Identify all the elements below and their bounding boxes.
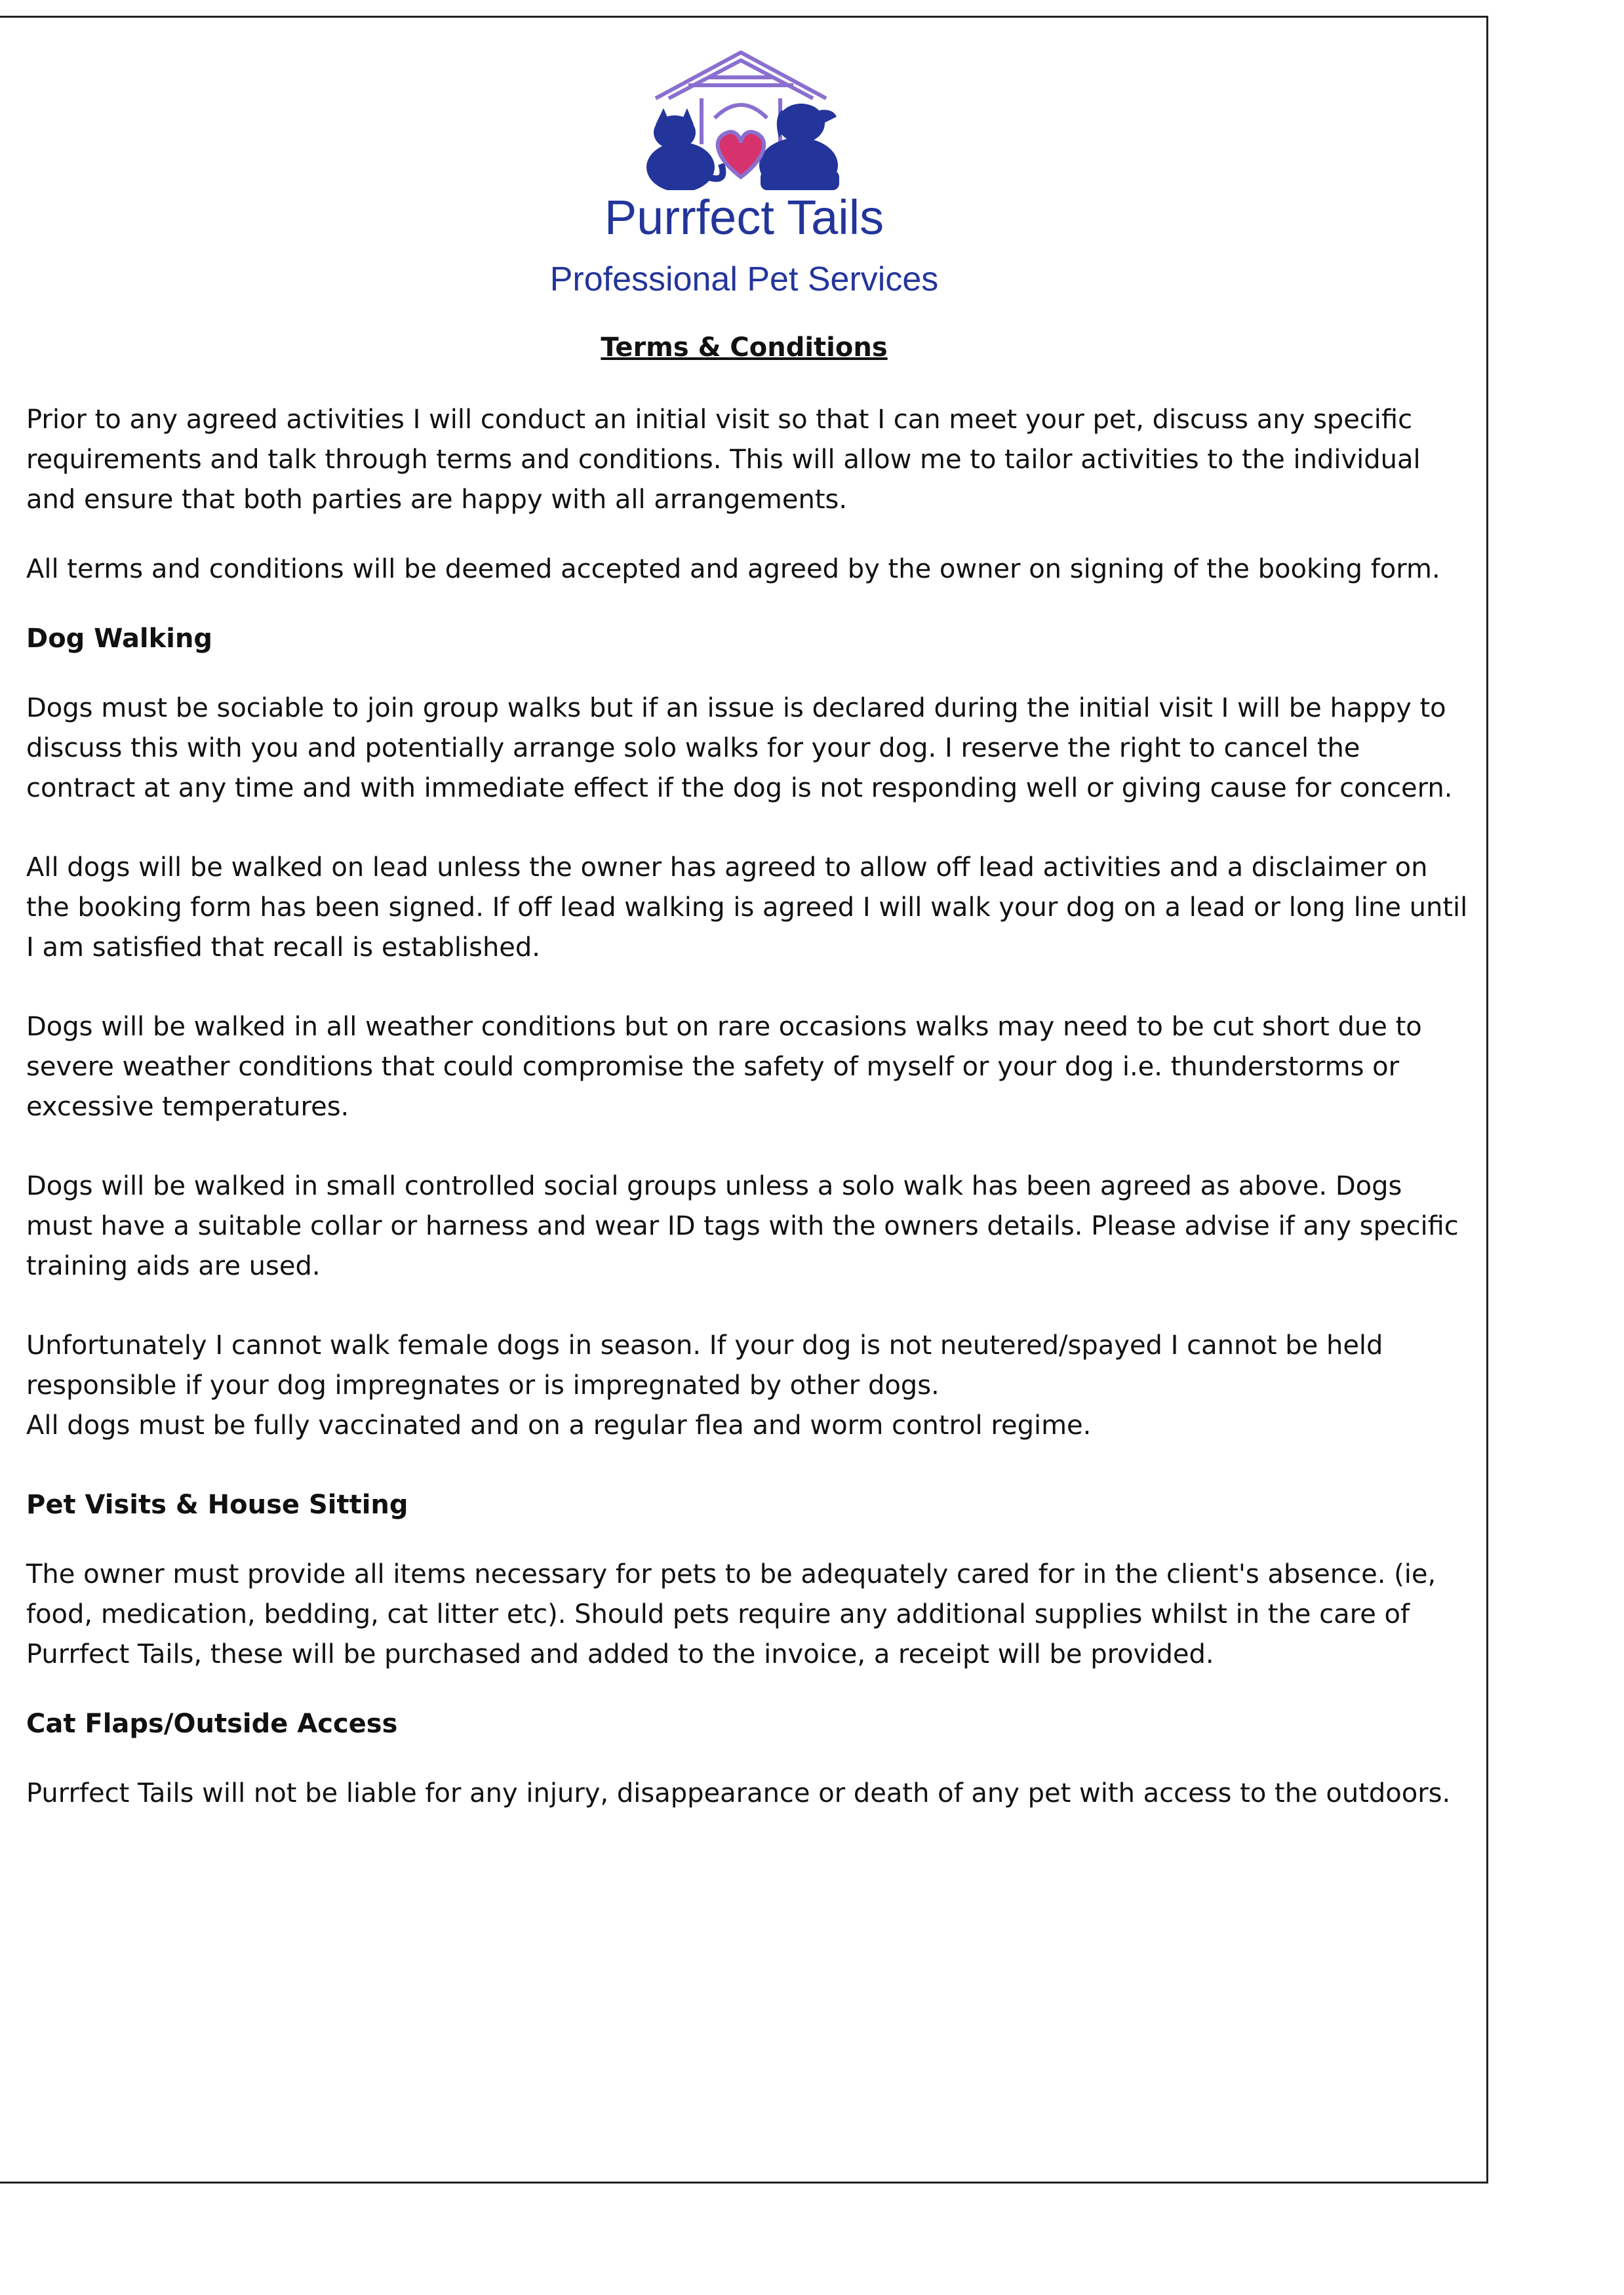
pet-visits-paragraph: The owner must provide all items necessary for pets to be adequately cared for in the client's absence. (ie, food, medication, bedding, cat litter etc). Should pets require any additional supplies whilst in the care of Purrfect Tails, these will be purchased and added to the invoice, a receipt will be provided. bbox=[26, 1559, 1436, 1669]
brand-tagline: Professional Pet Services bbox=[549, 260, 939, 298]
dog-icon bbox=[759, 104, 839, 190]
cat-icon bbox=[646, 108, 723, 190]
intro-paragraph: Prior to any agreed activities I will conduct an initial visit so that I can meet your pet, discuss any specific requirements and talk through terms and conditions. This will allow me to tailor activities to the individual and ensure that both parties are happy with all arrangements. bbox=[26, 405, 1421, 515]
document-title: Terms & Conditions bbox=[601, 332, 888, 363]
section-heading-pet-visits: Pet Visits & House Sitting bbox=[26, 1490, 408, 1520]
cat-flaps-paragraph: Purrfect Tails will not be liable for any injury, disappearance or death of any pet with access to the outdoors. bbox=[26, 1778, 1451, 1808]
dog-walking-paragraph: Dogs will be walked in all weather conditions but on rare occasions walks may need to be cut short due to severe weather conditions that could compromise the safety of myself or your dog i.e. thunderstorms or excessive temperatures. bbox=[26, 1012, 1422, 1122]
dog-walking-paragraph: All dogs will be walked on lead unless the owner has agreed to allow off lead activities and a disclaimer on the booking form has been signed. If off lead walking is agreed I will walk your dog on a lead or long line until I am satisfied that recall is established. bbox=[26, 852, 1468, 963]
brand-name: Purrfect Tails bbox=[604, 190, 884, 245]
brand-logo bbox=[629, 46, 852, 190]
section-heading-dog-walking: Dog Walking bbox=[26, 624, 213, 654]
dog-walking-paragraph: Dogs must be sociable to join group walks but if an issue is declared during the initial visit I will be happy to discuss this with you and potentially arrange solo walks for your dog. I reserve the right to cancel the contract at any time and with immediate effect if the dog is not responding well or giving cause for concern. bbox=[26, 693, 1453, 803]
document-body bbox=[26, 400, 1475, 1843]
dog-walking-paragraph: All dogs must be fully vaccinated and on a regular flea and worm control regime. bbox=[26, 1410, 1092, 1441]
section-heading-cat-flaps: Cat Flaps/Outside Access bbox=[26, 1709, 398, 1739]
dog-walking-paragraph: Dogs will be walked in small controlled social groups unless a solo walk has been agreed as above. Dogs must have a suitable collar or harness and wear ID tags with the owners details. Please advise if any specific training aids are used. bbox=[26, 1171, 1459, 1281]
intro-paragraph: All terms and conditions will be deemed accepted and agreed by the owner on signing of the booking form. bbox=[26, 554, 1440, 584]
dog-walking-paragraph: Unfortunately I cannot walk female dogs in season. If your dog is not neutered/spayed I cannot be held responsible if your dog impregnates or is impregnated by other dogs. bbox=[26, 1330, 1383, 1401]
